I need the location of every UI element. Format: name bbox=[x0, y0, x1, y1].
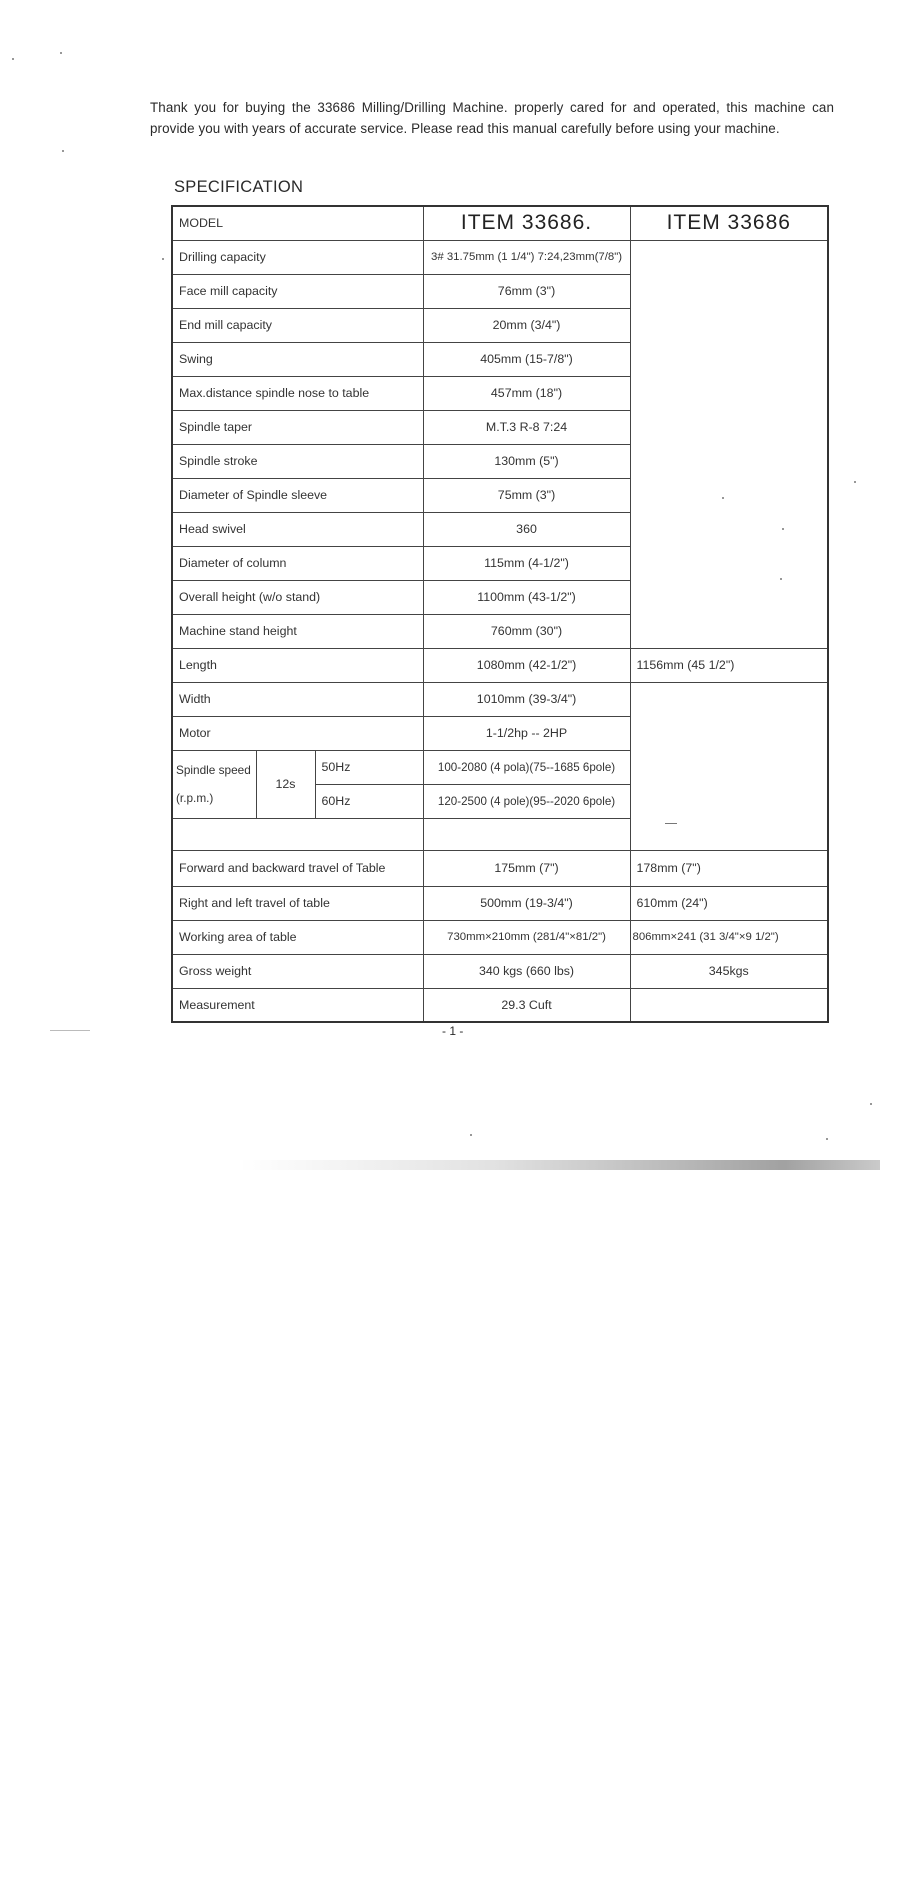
row-value: 457mm (18") bbox=[423, 376, 630, 410]
scan-speck bbox=[50, 1030, 90, 1031]
empty-cell bbox=[172, 818, 423, 850]
row-value: 20mm (3/4") bbox=[423, 308, 630, 342]
row-value: 175mm (7") bbox=[423, 850, 630, 886]
row-label: Max.distance spindle nose to table bbox=[172, 376, 423, 410]
row-label: End mill capacity bbox=[172, 308, 423, 342]
scan-speck bbox=[470, 1134, 472, 1136]
row-value: 730mm×210mm (281/4"×81/2") bbox=[423, 920, 630, 954]
scan-smudge bbox=[240, 1160, 880, 1170]
scan-speck bbox=[782, 528, 784, 530]
row-label: Spindle stroke bbox=[172, 444, 423, 478]
scan-speck bbox=[62, 150, 64, 152]
scan-speck bbox=[665, 823, 677, 824]
column-header-2: ITEM 33686 bbox=[630, 206, 828, 240]
empty-cell bbox=[423, 818, 630, 850]
scan-speck bbox=[60, 52, 62, 54]
scan-speck bbox=[722, 497, 724, 499]
row-label: Head swivel bbox=[172, 512, 423, 546]
scan-speck bbox=[826, 1138, 828, 1140]
row-value: M.T.3 R-8 7:24 bbox=[423, 410, 630, 444]
scan-speck bbox=[854, 481, 856, 483]
row-label: Spindle taper bbox=[172, 410, 423, 444]
row-label: Drilling capacity bbox=[172, 240, 423, 274]
row-value: 1-1/2hp -- 2HP bbox=[423, 716, 630, 750]
row-value-2: 1156mm (45 1/2") bbox=[630, 648, 828, 682]
scan-speck bbox=[780, 578, 782, 580]
row-label: Forward and backward travel of Table bbox=[172, 850, 423, 886]
row-value: 1100mm (43-1/2") bbox=[423, 580, 630, 614]
row-label: Swing bbox=[172, 342, 423, 376]
row-value-2: 806mm×241 (31 3/4"×9 1/2") bbox=[630, 920, 828, 954]
table-row bbox=[172, 850, 828, 886]
table-row bbox=[172, 682, 828, 716]
scan-speck bbox=[870, 1103, 872, 1105]
speed-60hz-value: 120-2500 (4 pole)(95--2020 6pole) bbox=[423, 784, 630, 818]
row-value: 405mm (15-7/8") bbox=[423, 342, 630, 376]
empty-cell bbox=[630, 988, 828, 1022]
row-label: Face mill capacity bbox=[172, 274, 423, 308]
specification-table bbox=[171, 205, 829, 1023]
blank-cell bbox=[630, 682, 828, 850]
row-value-2: 345kgs bbox=[630, 954, 828, 988]
model-label: MODEL bbox=[172, 206, 423, 240]
row-value: 500mm (19-3/4") bbox=[423, 886, 630, 920]
row-label: Gross weight bbox=[172, 954, 423, 988]
row-label: Measurement bbox=[172, 988, 423, 1022]
row-value: 3# 31.75mm (1 1/4") 7:24,23mm(7/8") bbox=[423, 240, 630, 274]
table-row bbox=[172, 648, 828, 682]
speed-50hz-value: 100-2080 (4 pola)(75--1685 6pole) bbox=[423, 750, 630, 784]
spindle-speed-label bbox=[172, 750, 256, 818]
blank-cell bbox=[630, 240, 828, 648]
row-value: 130mm (5") bbox=[423, 444, 630, 478]
row-value: 340 kgs (660 lbs) bbox=[423, 954, 630, 988]
row-value: 76mm (3") bbox=[423, 274, 630, 308]
row-value: 360 bbox=[423, 512, 630, 546]
page-number: - 1 - bbox=[442, 1024, 464, 1038]
column-header-1: ITEM 33686. bbox=[423, 206, 630, 240]
row-label: Diameter of column bbox=[172, 546, 423, 580]
row-label: Motor bbox=[172, 716, 423, 750]
row-label: Width bbox=[172, 682, 423, 716]
row-value-2: 178mm (7") bbox=[630, 850, 828, 886]
table-row bbox=[172, 886, 828, 920]
row-value: 75mm (3") bbox=[423, 478, 630, 512]
spindle-speed-steps: 12s bbox=[256, 750, 315, 818]
frequency-50hz: 50Hz bbox=[315, 750, 423, 784]
scan-speck bbox=[162, 258, 164, 260]
table-row bbox=[172, 988, 828, 1022]
row-label: Diameter of Spindle sleeve bbox=[172, 478, 423, 512]
row-value-2: 610mm (24") bbox=[630, 886, 828, 920]
specification-heading: SPECIFICATION bbox=[174, 178, 304, 196]
table-row bbox=[172, 240, 828, 274]
table-row-model bbox=[172, 206, 828, 240]
row-value: 760mm (30") bbox=[423, 614, 630, 648]
intro-paragraph: Thank you for buying the 33686 Milling/Drilling Machine. properly cared for and operated, this machine can provide you with years of accurate service. Please read this manual carefully before using your machine. bbox=[150, 100, 834, 137]
row-value: 115mm (4-1/2") bbox=[423, 546, 630, 580]
row-label: Working area of table bbox=[172, 920, 423, 954]
row-label: Length bbox=[172, 648, 423, 682]
row-value: 1010mm (39-3/4") bbox=[423, 682, 630, 716]
spindle-speed-label-line2: (r.p.m.) bbox=[176, 791, 214, 805]
row-label: Overall height (w/o stand) bbox=[172, 580, 423, 614]
frequency-60hz: 60Hz bbox=[315, 784, 423, 818]
row-label: Right and left travel of table bbox=[172, 886, 423, 920]
row-label: Machine stand height bbox=[172, 614, 423, 648]
row-value: 29.3 Cuft bbox=[423, 988, 630, 1022]
table-row bbox=[172, 920, 828, 954]
row-value: 1080mm (42-1/2") bbox=[423, 648, 630, 682]
table-row bbox=[172, 954, 828, 988]
spindle-speed-label-line1: Spindle speed bbox=[176, 763, 251, 777]
scan-speck bbox=[12, 58, 14, 60]
